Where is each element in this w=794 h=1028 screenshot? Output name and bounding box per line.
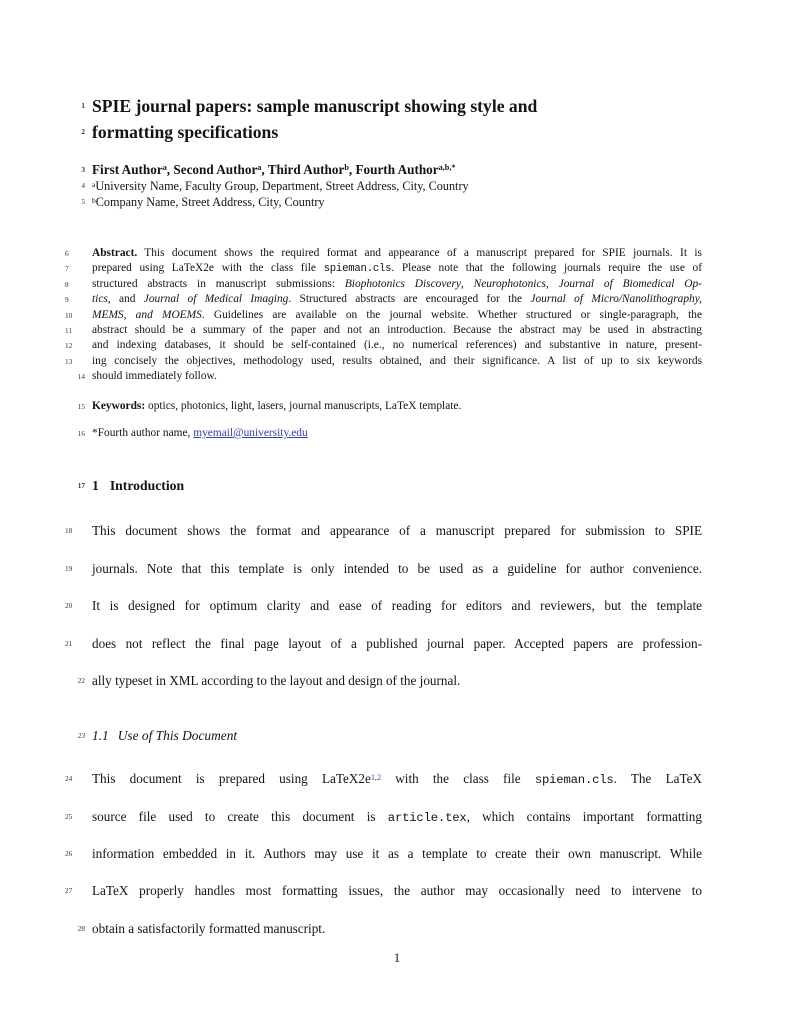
abstract-line — [65, 277, 702, 292]
body-text: . The LaTeX — [613, 771, 702, 787]
inline-code: spieman.cls — [323, 263, 392, 276]
line-number: 22 — [77, 675, 85, 685]
affiliation-mark: b — [92, 195, 96, 205]
affiliation-text: University Name, Faculty Group, Department, Street Address, City, Country — [95, 179, 469, 193]
affiliation-text: Company Name, Street Address, City, Country — [95, 195, 325, 209]
email-link[interactable]: myemail@university.edu — [193, 426, 308, 439]
abstract-text: , and — [107, 293, 144, 306]
line-number: 27 — [65, 886, 73, 896]
affiliation-line — [81, 194, 702, 210]
author-name: First Author — [92, 162, 163, 177]
section-title: Introduction — [109, 478, 185, 494]
body-text: ally typeset in XML according to the layout and design of the journal. — [92, 672, 461, 688]
body-line — [65, 560, 702, 598]
paper-title — [81, 93, 702, 145]
section-number: 1 — [92, 478, 99, 494]
line-number: 18 — [65, 526, 73, 536]
body-text: journals. Note that this template is only intended to be used as a guideline for author convenience. — [92, 560, 702, 576]
body-text: information embedded in it. Authors may use it as a template to create their own manuscript. While — [92, 846, 702, 862]
body-text: source file used to create this document is — [92, 808, 388, 824]
journal-name: Journal of Micro/Nanolithography, — [530, 293, 702, 306]
abstract-text: . Please note that the following journals require the use of — [391, 262, 702, 275]
body-line — [65, 635, 702, 673]
abstract-line — [65, 292, 702, 307]
abstract-text: . Guidelines are available on the journal website. Whether structured or single-paragraph, the — [201, 308, 702, 321]
body-line — [77, 672, 702, 710]
title-text: SPIE journal papers: sample manuscript showing style and — [92, 96, 538, 116]
body-text: It is designed for optimum clarity and ease of reading for editors and reviewers, but the template — [92, 598, 702, 614]
subsection-heading-use-of-this-document — [77, 727, 702, 744]
line-number: 3 — [81, 165, 85, 174]
line-number: 9 — [65, 295, 69, 305]
line-number: 21 — [65, 638, 73, 648]
body-text: with the class file — [381, 771, 535, 787]
abstract-text: , — [545, 277, 559, 290]
line-number: 10 — [65, 310, 73, 320]
abstract-text: structured abstracts in manuscript submissions: — [92, 277, 345, 290]
line-number: 28 — [77, 923, 85, 933]
inline-code: article.tex — [387, 810, 467, 825]
author-name: , Third Author — [261, 162, 345, 177]
affiliation-mark: a — [92, 179, 96, 189]
body-text: This document shows the format and appearance of a manuscript prepared for submission to SPIE — [92, 523, 702, 539]
journal-name: tics — [92, 293, 108, 306]
abstract-text: prepared using LaTeX2e with the class file — [92, 262, 324, 275]
line-number: 8 — [65, 279, 69, 289]
abstract-label: Abstract. — [92, 247, 138, 259]
journal-name: Journal of Medical Imaging — [143, 293, 289, 306]
line-number: 20 — [65, 601, 73, 611]
line-number: 4 — [81, 181, 85, 190]
citation-link[interactable]: 1,2 — [370, 772, 382, 782]
journal-name: MEMS, and MOEMS — [92, 308, 202, 321]
body-text: does not reflect the final page layout of a published journal paper. Accepted papers are profession- — [92, 635, 702, 651]
abstract-text: . Structured abstracts are encouraged for the — [288, 293, 531, 306]
journal-name: Biophotonics Discovery — [344, 277, 461, 290]
abstract-text: and indexing databases, it should be self-contained (i.e., no numerical references) and substantive in nature, present- — [92, 339, 702, 352]
correspondence-text: *Fourth author name, — [92, 426, 194, 439]
subsection-number: 1.1 — [92, 728, 109, 744]
line-number: 15 — [77, 401, 85, 411]
body-text: LaTeX properly handles most formatting issues, the author may occasionally need to intervene to — [92, 883, 702, 899]
correspondence-line — [77, 426, 702, 441]
author-line — [81, 162, 702, 178]
abstract-text: This document shows the required format and appearance of a manuscript prepared for SPIE journals. It is — [144, 247, 702, 259]
line-number: 7 — [65, 264, 69, 274]
abstract-line — [77, 369, 702, 384]
author-affiliation-mark: a,b,* — [438, 163, 456, 173]
author-name: , Fourth Author — [348, 162, 439, 177]
author-affiliation-mark: a — [257, 163, 262, 173]
line-number: 23 — [77, 731, 85, 741]
line-number: 26 — [65, 849, 73, 859]
line-number: 25 — [65, 811, 73, 821]
body-line — [65, 883, 702, 920]
use-paragraph — [65, 771, 702, 958]
page-content — [65, 0, 702, 958]
line-number: 24 — [65, 774, 73, 784]
abstract-text: , — [460, 277, 474, 290]
body-text: obtain a satisfactorily formatted manuscript. — [92, 920, 326, 936]
keywords-text: optics, photonics, light, lasers, journal manuscripts, LaTeX template. — [145, 399, 462, 412]
title-line — [81, 119, 702, 145]
keywords-line — [77, 399, 702, 414]
line-number: 5 — [81, 197, 85, 206]
abstract-block — [65, 246, 702, 385]
abstract-text: ing concisely the objectives, methodology used, results obtained, and their significance. A list of up to six keywords — [92, 354, 702, 367]
subsection-title: Use of This Document — [117, 728, 238, 744]
line-number: 12 — [65, 341, 73, 351]
abstract-line — [65, 338, 702, 353]
abstract-line — [65, 308, 702, 323]
keywords-label: Keywords: — [92, 399, 146, 412]
line-number: 6 — [65, 249, 69, 258]
author-affiliation-mark: b — [344, 163, 349, 173]
journal-name: Journal of Biomedical Op- — [558, 277, 702, 290]
section-heading-introduction — [77, 477, 702, 494]
body-text: , which contains important formatting — [466, 808, 702, 824]
title-text: formatting specifications — [92, 122, 279, 142]
author-affiliation-mark: a — [162, 163, 167, 173]
page-number: 1 — [393, 951, 401, 965]
body-line — [65, 808, 702, 846]
line-number: 1 — [81, 101, 85, 110]
abstract-line — [65, 246, 702, 261]
body-line — [65, 598, 702, 635]
journal-name: Neurophotonics — [473, 277, 546, 290]
body-line — [65, 846, 702, 883]
affiliation-line — [81, 178, 702, 194]
abstract-line — [65, 354, 702, 369]
abstract-text: abstract should be a summary of the paper and not an introduction. Because the abstract may be used in abstracting — [92, 323, 702, 336]
inline-code: spieman.cls — [534, 773, 614, 788]
intro-paragraph — [65, 523, 702, 710]
line-number: 11 — [65, 325, 73, 335]
abstract-text: should immediately follow. — [92, 370, 217, 383]
line-number: 14 — [77, 372, 85, 382]
body-line — [65, 523, 702, 560]
line-number: 16 — [77, 428, 85, 438]
body-text: This document is prepared using LaTeX2e — [92, 771, 371, 787]
line-number: 2 — [81, 127, 85, 136]
body-line — [65, 771, 702, 808]
abstract-line — [65, 261, 702, 276]
line-number: 13 — [65, 356, 73, 366]
line-number: 19 — [65, 563, 73, 573]
abstract-line — [65, 323, 702, 338]
title-line — [81, 93, 702, 119]
line-number: 17 — [77, 481, 85, 491]
author-name: , Second Author — [166, 162, 258, 177]
